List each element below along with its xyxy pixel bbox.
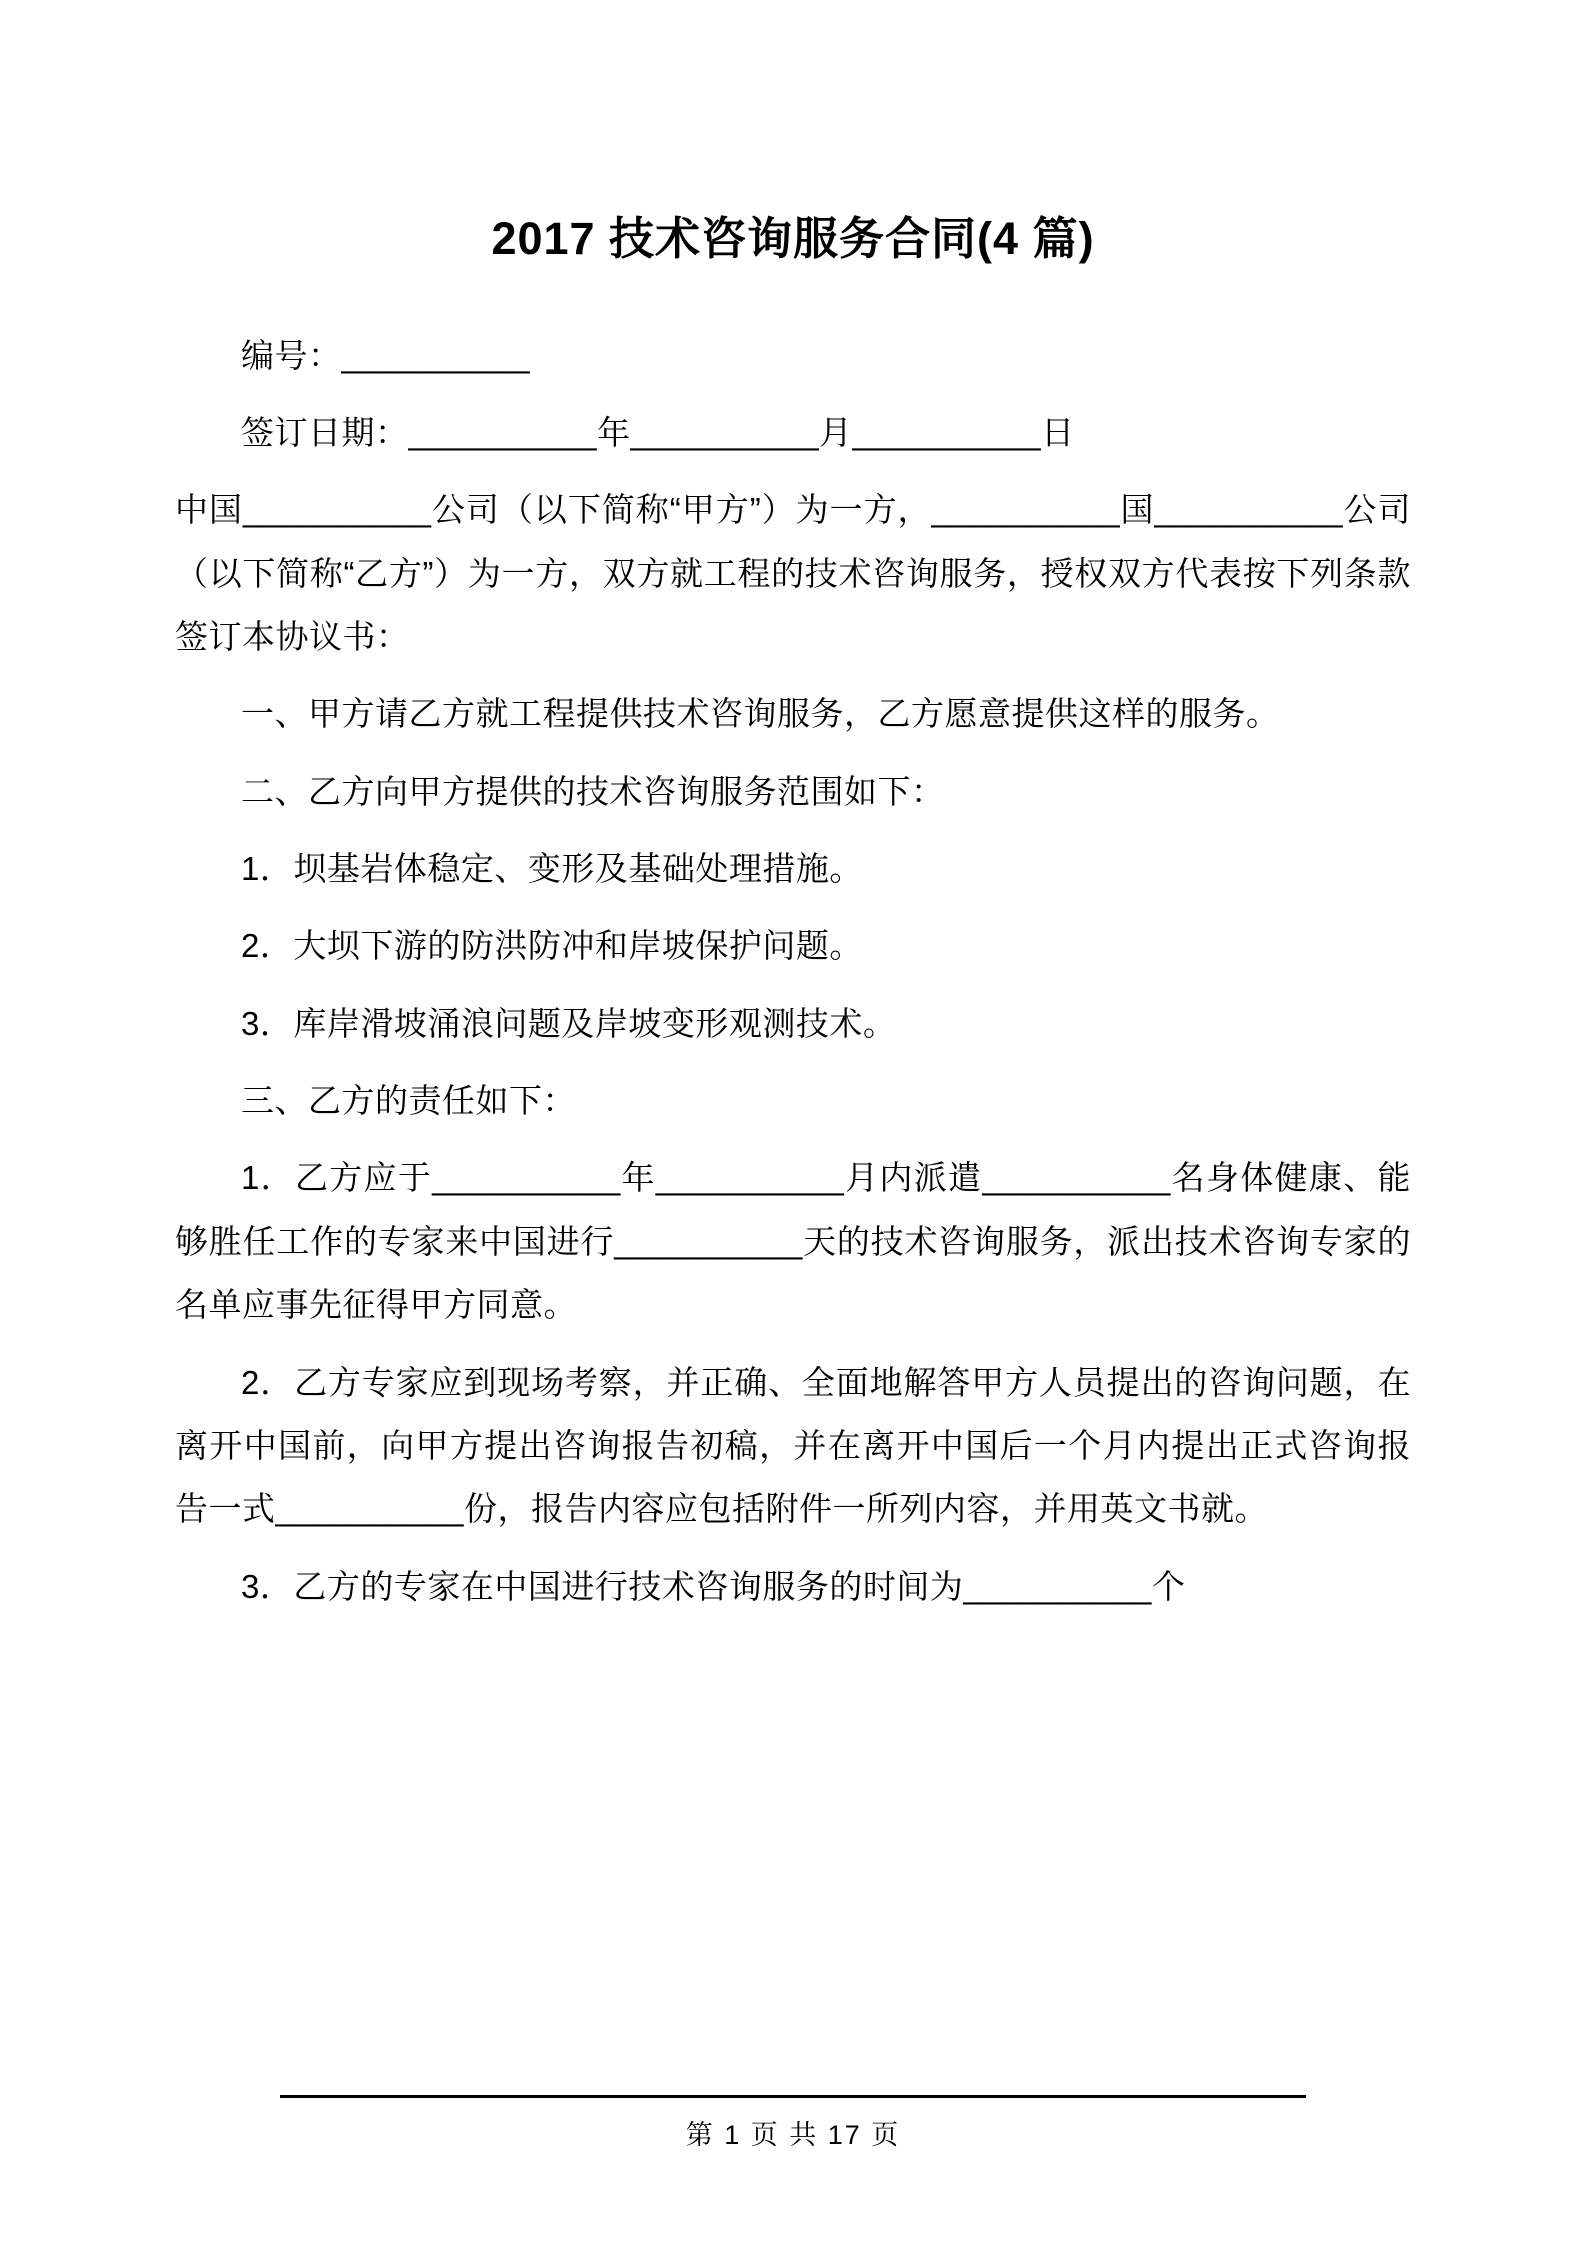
page-footer: 第 1 页 共 17 页 bbox=[685, 2120, 901, 2150]
paragraph-clause-2: 二、乙方向甲方提供的技术咨询服务范围如下： bbox=[241, 772, 945, 810]
footer-divider bbox=[280, 2095, 1306, 2098]
paragraph-clause-3: 三、乙方的责任如下： bbox=[241, 1082, 576, 1120]
paragraph-clause-3-item-1: 1．乙方应于__________年__________月内派遣__________名身体健康、能够胜任工作的专家来中国进行__________天的技术咨询服务，派出技术咨询专家的名单应事先征得甲方同意。 bbox=[175, 1159, 1411, 1324]
paragraph-clause-3-item-3: 3．乙方的专家在中国进行技术咨询服务的时间为__________个 bbox=[241, 1567, 1186, 1605]
paragraph-clause-2-item-2: 2．大坝下游的防洪防冲和岸坡保护问题。 bbox=[241, 927, 863, 965]
page-title: 2017 技术咨询服务合同(4 篇) bbox=[491, 213, 1095, 264]
paragraph-clause-3-item-2: 2．乙方专家应到现场考察，并正确、全面地解答甲方人员提出的咨询问题，在离开中国前，向甲方提出咨询报告初稿，并在离开中国后一个月内提出正式咨询报告一式__________份，报告内容应包括附件一所列内容，并用英文书就。 bbox=[175, 1363, 1411, 1528]
paragraph-clause-2-item-1: 1．坝基岩体稳定、变形及基础处理措施。 bbox=[241, 850, 863, 888]
paragraph-clause-1: 一、甲方请乙方就工程提供技术咨询服务，乙方愿意提供这样的服务。 bbox=[241, 695, 1280, 733]
paragraph-sign-date: 签订日期：__________年__________月__________日 bbox=[241, 413, 1075, 451]
paragraph-contract-number: 编号：__________ bbox=[241, 336, 531, 374]
paragraph-parties-intro: 中国__________公司（以下简称“甲方”）为一方，__________国__________公司（以下简称“乙方”）为一方，双方就工程的技术咨询服务，授权双方代表按下列条款签订本协议书： bbox=[175, 491, 1411, 655]
paragraph-clause-2-item-3: 3．库岸滑坡涌浪问题及岸坡变形观测技术。 bbox=[241, 1004, 897, 1042]
